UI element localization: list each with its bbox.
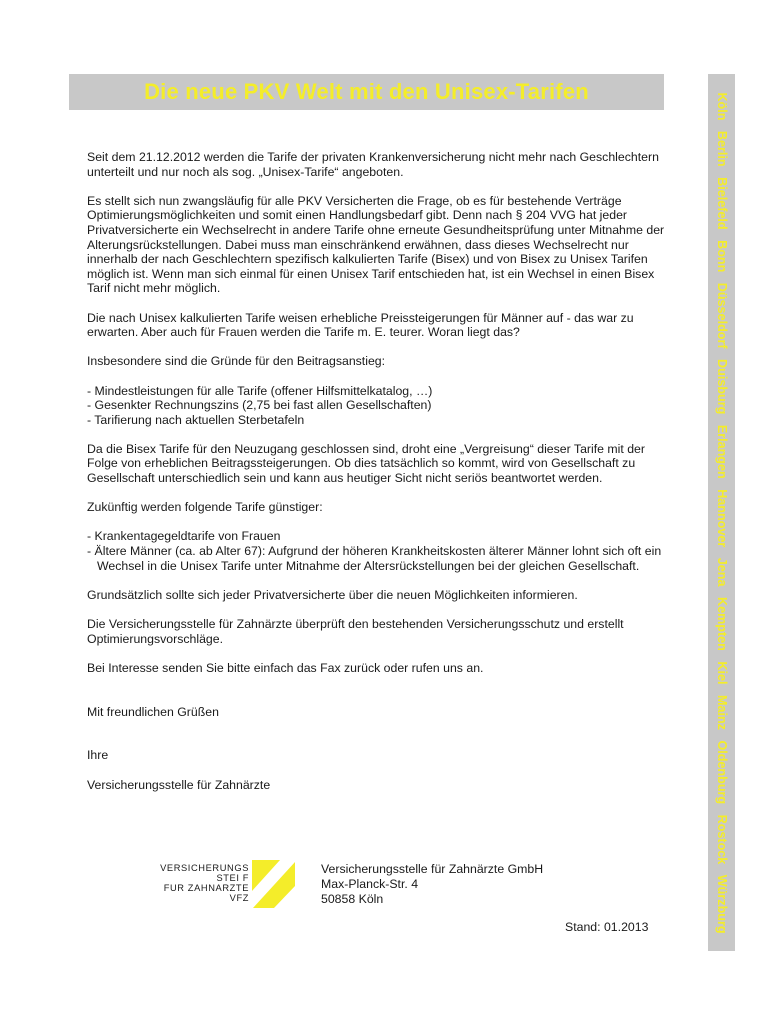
letter-body — [87, 150, 667, 792]
paragraph-cheaper-heading: Zukünftig werden folgende Tarife günstiger: — [87, 500, 323, 515]
paragraph-contact: Bei Interesse senden Sie bitte einfach das Fax zurück oder rufen uns an. — [87, 660, 484, 675]
paragraph-bisex-closed: Da die Bisex Tarife für den Neuzugang geschlossen sind, droht eine „Vergreisung“ dieser Tarife mit der Folge von erheblichen Beitragssteigerungen. Ob dies tatsächlich so kommt, wird von Gesellschaft zu Gesellschaft unterschiedlich sein und kann aus heutiger Sicht nicht seriös beantwortet werden. — [87, 441, 645, 486]
intro-paragraph: Seit dem 21.12.2012 werden die Tarife der privaten Krankenversicherung nicht mehr nach Geschlechtern unterteilt und nur noch als sog. „Unisex-Tarife“ angeboten. — [87, 150, 659, 179]
list-item: - Gesenkter Rechnungszins (2,75 bei fast allen Gesellschaften) — [87, 398, 432, 413]
logo-wordmark: VERSICHERUNGS STEI F FUR ZAHNARZTE VFZ — [160, 863, 249, 903]
paragraph-information: Grundsätzlich sollte sich jeder Privatversicherte über die neuen Möglichkeiten informieren. — [87, 587, 578, 602]
list-item: - Ältere Männer (ca. ab Alter 67): Aufgrund der höheren Krankheitskosten älterer Männer lohnt sich oft ein Wechsel in die Unisex Tarife unter Mitnahme der Altersrückstellungen bei der gleichen Gesellschaft. — [87, 544, 662, 573]
document-date: Stand: 01.2013 — [565, 920, 649, 934]
list-item: - Mindestleistungen für alle Tarife (offener Hilfsmittelkatalog, …) — [87, 383, 433, 398]
signature: Versicherungsstelle für Zahnärzte — [87, 777, 271, 792]
list-item: - Krankentagegeldtarife von Frauen — [87, 529, 281, 544]
city-list: Köln Berlin Bielefeld Bonn Düsseldorf Duisburg Erlangen Hannover Jena Kempten Kiel Mainz Oldenburg Rostock Würzburg — [714, 91, 729, 934]
paragraph-reasons-heading: Insbesondere sind die Gründe für den Beitragsanstieg: — [87, 354, 386, 369]
company-address — [321, 862, 543, 907]
paragraph-price-increase: Die nach Unisex kalkulierten Tarife weisen erhebliche Preissteigerungen für Männer auf - das war zu erwarten. Aber auch für Frauen werden die Tarife m. E. teurer. Woran liegt das? — [87, 310, 634, 340]
paragraph-review-offer: Die Versicherungsstelle für Zahnärzte überprüft den bestehenden Versicherungsschutz und erstellt Optimierungsvorschläge. — [87, 617, 624, 646]
company-logo — [155, 860, 295, 908]
logo-mark-icon — [252, 860, 295, 908]
page-title: Die neue PKV Welt mit den Unisex-Tarifen — [144, 79, 589, 104]
address-street: Max-Planck-Str. 4 — [321, 877, 419, 891]
address-city: 50858 Köln — [321, 892, 384, 906]
paragraph-switching-rights: Es stellt sich nun zwangsläufig für alle PKV Versicherten die Frage, ob es für bestehende Verträge Optimierungsmöglichkeiten und somit einen Handlungsbedarf gibt. Denn nach § 204 VVG hat jeder Privatversicherte ein Wechselrecht in andere Tarife ohne erneute Gesundheitsprüfung unter Mitnahme der Alterungsrückstellungen. Dabei muss man einschränkend erwähnen, dass dieses Wechselrecht nur innerhalb der nach Geschlechtern spezifisch kalkulierten Tarife (Bisex) und von Bisex zu Unisex Tarifen möglich ist. Wenn man sich einmal für einen Unisex Tarif entschieden hat, ist ein Wechsel in einen Bisex Tarif nicht mehr möglich. — [87, 193, 665, 296]
title-banner — [69, 74, 664, 110]
closing-greeting: Mit freundlichen Grüßen — [87, 704, 219, 719]
address-company: Versicherungsstelle für Zahnärzte GmbH — [321, 862, 544, 876]
closing-ihre: Ihre — [87, 748, 109, 763]
city-sidebar — [708, 74, 735, 951]
list-item: - Tarifierung nach aktuellen Sterbetafeln — [87, 412, 305, 427]
